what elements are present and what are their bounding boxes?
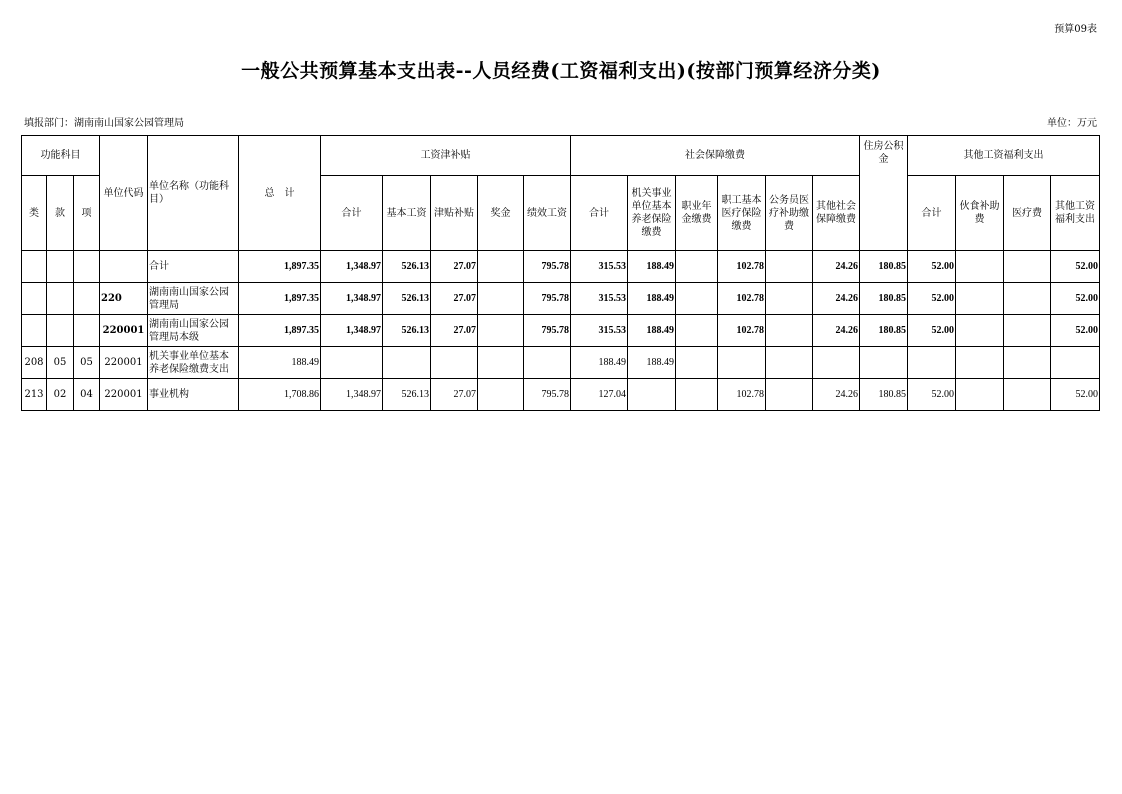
- amount-cell: 27.07: [431, 283, 478, 315]
- amount-cell: 1,348.97: [321, 315, 383, 347]
- header-col-13: 医疗费: [1004, 176, 1051, 251]
- header-col-11: 合计: [908, 176, 956, 251]
- table-row: [22, 283, 1100, 315]
- amount-cell: 1,348.97: [321, 283, 383, 315]
- amount-cell: 1,348.97: [321, 251, 383, 283]
- unit-code-cell: 220001: [100, 347, 148, 379]
- amount-cell: [766, 283, 813, 315]
- amount-cell: [956, 315, 1004, 347]
- lei-cell: [22, 315, 47, 347]
- kuan-cell: [47, 251, 74, 283]
- table-row: [22, 315, 1100, 347]
- amount-cell: [478, 315, 524, 347]
- unit-code-cell: 220001: [100, 379, 148, 411]
- header-col-8: 职工基本医疗保险缴费: [718, 176, 766, 251]
- amount-cell: [524, 347, 571, 379]
- amount-cell: 52.00: [908, 379, 956, 411]
- amount-cell: 526.13: [383, 379, 431, 411]
- amount-cell: 27.07: [431, 379, 478, 411]
- amount-cell: 526.13: [383, 283, 431, 315]
- total-cell: 1,897.35: [239, 283, 321, 315]
- amount-cell: 188.49: [571, 347, 628, 379]
- amount-cell: [383, 347, 431, 379]
- amount-cell: [766, 251, 813, 283]
- amount-cell: [676, 379, 718, 411]
- amount-cell: [766, 379, 813, 411]
- header-col-3: 奖金: [478, 176, 524, 251]
- header-xiang: 项: [74, 176, 100, 251]
- amount-cell: 52.00: [908, 283, 956, 315]
- amount-cell: 24.26: [813, 251, 860, 283]
- xiang-cell: [74, 251, 100, 283]
- amount-cell: [956, 283, 1004, 315]
- amount-cell: [1004, 283, 1051, 315]
- table-row: [22, 379, 1100, 411]
- amount-cell: 188.49: [628, 315, 676, 347]
- amount-cell: 24.26: [813, 379, 860, 411]
- header-col-6: 机关事业单位基本养老保险缴费: [628, 176, 676, 251]
- amount-cell: [956, 379, 1004, 411]
- amount-cell: 24.26: [813, 283, 860, 315]
- page-title: 一般公共预算基本支出表--人员经费(工资福利支出)(按部门预算经济分类): [241, 60, 881, 82]
- amount-cell: 52.00: [908, 251, 956, 283]
- amount-cell: 52.00: [1051, 251, 1100, 283]
- amount-cell: [1051, 347, 1100, 379]
- amount-cell: 24.26: [813, 315, 860, 347]
- amount-cell: [321, 347, 383, 379]
- lei-cell: [22, 283, 47, 315]
- header-other-group: 其他工资福利支出: [908, 136, 1100, 176]
- amount-cell: [766, 315, 813, 347]
- amount-cell: 315.53: [571, 283, 628, 315]
- xiang-cell: [74, 283, 100, 315]
- amount-cell: 795.78: [524, 379, 571, 411]
- amount-cell: [766, 347, 813, 379]
- xiang-cell: 04: [74, 379, 100, 411]
- amount-cell: [676, 315, 718, 347]
- form-number: 预算09表: [1054, 24, 1097, 35]
- amount-cell: [1004, 379, 1051, 411]
- reporting-department: 填报部门：湖南南山国家公园管理局: [24, 118, 184, 129]
- unit-code-cell: 220001: [100, 315, 148, 347]
- header-col-0: 合计: [321, 176, 383, 251]
- amount-cell: [676, 283, 718, 315]
- amount-cell: 52.00: [1051, 315, 1100, 347]
- xiang-cell: [74, 315, 100, 347]
- amount-cell: 52.00: [1051, 379, 1100, 411]
- header-kuan: 款: [47, 176, 74, 251]
- amount-cell: [478, 251, 524, 283]
- amount-cell: 795.78: [524, 315, 571, 347]
- amount-cell: [1004, 251, 1051, 283]
- amount-cell: [628, 379, 676, 411]
- header-unit-code: 单位代码: [100, 136, 148, 251]
- amount-cell: 27.07: [431, 251, 478, 283]
- amount-cell: 315.53: [571, 315, 628, 347]
- amount-cell: 526.13: [383, 251, 431, 283]
- header-lei: 类: [22, 176, 47, 251]
- header-col-1: 基本工资: [383, 176, 431, 251]
- header-col-7: 职业年金缴费: [676, 176, 718, 251]
- header-col-5: 合计: [571, 176, 628, 251]
- amount-cell: 1,348.97: [321, 379, 383, 411]
- unit-name-cell: 事业机构: [148, 379, 239, 411]
- amount-cell: [1004, 347, 1051, 379]
- total-cell: 188.49: [239, 347, 321, 379]
- kuan-cell: 02: [47, 379, 74, 411]
- amount-cell: 315.53: [571, 251, 628, 283]
- budget-table: [21, 135, 1100, 411]
- currency-unit: 单位：万元: [1047, 118, 1097, 129]
- kuan-cell: [47, 283, 74, 315]
- amount-cell: 795.78: [524, 251, 571, 283]
- total-cell: 1,897.35: [239, 251, 321, 283]
- amount-cell: 180.85: [860, 379, 908, 411]
- xiang-cell: 05: [74, 347, 100, 379]
- amount-cell: 180.85: [860, 251, 908, 283]
- unit-name-cell: 湖南南山国家公园管理局: [148, 283, 239, 315]
- total-cell: 1,708.86: [239, 379, 321, 411]
- table-row: [22, 347, 1100, 379]
- unit-code-cell: 220: [100, 283, 148, 315]
- kuan-cell: [47, 315, 74, 347]
- amount-cell: [1004, 315, 1051, 347]
- amount-cell: [956, 251, 1004, 283]
- unit-name-cell: 合计: [148, 251, 239, 283]
- amount-cell: 188.49: [628, 283, 676, 315]
- amount-cell: [860, 347, 908, 379]
- header-col-2: 津贴补贴: [431, 176, 478, 251]
- unit-name-cell: 机关事业单位基本养老保险缴费支出: [148, 347, 239, 379]
- amount-cell: 180.85: [860, 315, 908, 347]
- amount-cell: 127.04: [571, 379, 628, 411]
- amount-cell: [478, 379, 524, 411]
- header-col-4: 绩效工资: [524, 176, 571, 251]
- amount-cell: 102.78: [718, 251, 766, 283]
- total-cell: 1,897.35: [239, 315, 321, 347]
- amount-cell: [718, 347, 766, 379]
- header-social-group: 社会保障缴费: [571, 136, 860, 176]
- amount-cell: [813, 347, 860, 379]
- amount-cell: 180.85: [860, 283, 908, 315]
- lei-cell: 208: [22, 347, 47, 379]
- amount-cell: 27.07: [431, 315, 478, 347]
- table-row: [22, 251, 1100, 283]
- header-col-10: 其他社会保障缴费: [813, 176, 860, 251]
- amount-cell: 102.78: [718, 283, 766, 315]
- lei-cell: [22, 251, 47, 283]
- header-col-12: 伙食补助费: [956, 176, 1004, 251]
- amount-cell: 795.78: [524, 283, 571, 315]
- kuan-cell: 05: [47, 347, 74, 379]
- unit-name-cell: 湖南南山国家公园管理局本级: [148, 315, 239, 347]
- lei-cell: 213: [22, 379, 47, 411]
- amount-cell: 52.00: [1051, 283, 1100, 315]
- amount-cell: 102.78: [718, 379, 766, 411]
- amount-cell: [676, 347, 718, 379]
- amount-cell: [478, 283, 524, 315]
- header-wage-group: 工资津补贴: [321, 136, 571, 176]
- header-col-14: 其他工资福利支出: [1051, 176, 1100, 251]
- amount-cell: 52.00: [908, 315, 956, 347]
- header-unit-name: 单位名称（功能科目）: [148, 136, 239, 251]
- amount-cell: [478, 347, 524, 379]
- header-total: 总 计: [239, 136, 321, 251]
- unit-code-cell: [100, 251, 148, 283]
- header-housing-fund: 住房公积金: [860, 136, 908, 251]
- amount-cell: [908, 347, 956, 379]
- header-function-subject: 功能科目: [22, 136, 100, 176]
- amount-cell: [676, 251, 718, 283]
- amount-cell: 102.78: [718, 315, 766, 347]
- amount-cell: [431, 347, 478, 379]
- amount-cell: [956, 347, 1004, 379]
- amount-cell: 188.49: [628, 347, 676, 379]
- amount-cell: 526.13: [383, 315, 431, 347]
- amount-cell: 188.49: [628, 251, 676, 283]
- header-col-9: 公务员医疗补助缴费: [766, 176, 813, 251]
